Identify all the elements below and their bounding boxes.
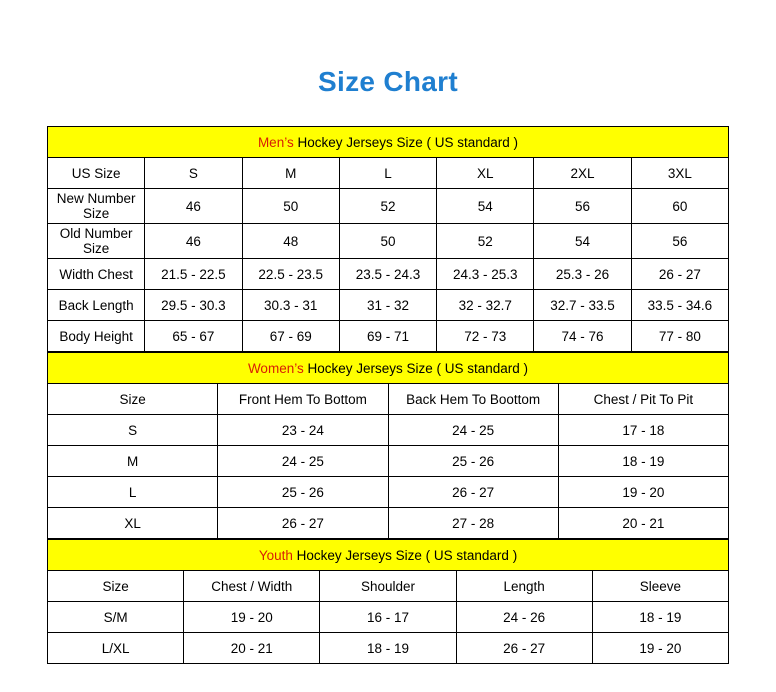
mens-cell: 48	[242, 224, 339, 259]
womens-banner-accent: Women’s	[247, 360, 304, 376]
womens-cell: 25 - 26	[218, 477, 388, 508]
womens-header-cell: Chest / Pit To Pit	[558, 384, 728, 415]
mens-cell: 60	[631, 189, 728, 224]
mens-cell: 69 - 71	[339, 321, 436, 352]
mens-cell: 54	[437, 189, 534, 224]
mens-cell: 32 - 32.7	[437, 290, 534, 321]
mens-cell: 23.5 - 24.3	[339, 259, 436, 290]
mens-cell: 22.5 - 23.5	[242, 259, 339, 290]
mens-banner-accent: Men’s	[257, 134, 294, 150]
mens-row-label: Width Chest	[48, 259, 145, 290]
womens-cell: 26 - 27	[388, 477, 558, 508]
table-row	[48, 508, 729, 539]
youth-header-cell: Shoulder	[320, 571, 456, 602]
mens-cell: 50	[339, 224, 436, 259]
womens-cell: 23 - 24	[218, 415, 388, 446]
womens-cell: 26 - 27	[218, 508, 388, 539]
mens-banner-rest: Hockey Jerseys Size ( US standard )	[293, 134, 519, 150]
womens-cell: 24 - 25	[218, 446, 388, 477]
table-row	[48, 189, 729, 224]
mens-header-cell: 3XL	[631, 158, 728, 189]
womens-cell: 17 - 18	[558, 415, 728, 446]
mens-cell: 24.3 - 25.3	[437, 259, 534, 290]
mens-row-label: New Number Size	[48, 189, 145, 224]
womens-header-cell: Front Hem To Bottom	[218, 384, 388, 415]
youth-size-table	[47, 539, 729, 664]
youth-cell: 19 - 20	[184, 602, 320, 633]
mens-size-table	[47, 126, 729, 352]
mens-header-row	[48, 158, 729, 189]
womens-banner-rest: Hockey Jerseys Size ( US standard )	[303, 360, 529, 376]
mens-section-banner	[48, 127, 729, 158]
mens-cell: 65 - 67	[145, 321, 242, 352]
mens-cell: 32.7 - 33.5	[534, 290, 631, 321]
mens-header-cell: L	[339, 158, 436, 189]
youth-cell: 26 - 27	[456, 633, 592, 664]
youth-cell: 24 - 26	[456, 602, 592, 633]
mens-cell: 46	[145, 189, 242, 224]
table-row	[48, 259, 729, 290]
youth-cell: 20 - 21	[184, 633, 320, 664]
youth-header-cell: Chest / Width	[184, 571, 320, 602]
table-row	[48, 321, 729, 352]
womens-row-label: L	[48, 477, 218, 508]
table-row	[48, 224, 729, 259]
mens-banner-cell	[48, 127, 729, 158]
table-row	[48, 602, 729, 633]
youth-section-banner	[48, 540, 729, 571]
mens-header-cell: 2XL	[534, 158, 631, 189]
mens-cell: 52	[339, 189, 436, 224]
mens-header-cell: XL	[437, 158, 534, 189]
womens-header-row	[48, 384, 729, 415]
youth-banner-rest: Hockey Jerseys Size ( US standard )	[292, 547, 518, 563]
mens-cell: 56	[631, 224, 728, 259]
mens-cell: 21.5 - 22.5	[145, 259, 242, 290]
youth-banner-cell	[48, 540, 729, 571]
mens-cell: 54	[534, 224, 631, 259]
mens-cell: 46	[145, 224, 242, 259]
mens-row-label: Old Number Size	[48, 224, 145, 259]
youth-cell: 18 - 19	[320, 633, 456, 664]
youth-header-row	[48, 571, 729, 602]
womens-row-label: M	[48, 446, 218, 477]
mens-cell: 52	[437, 224, 534, 259]
table-row	[48, 477, 729, 508]
mens-cell: 33.5 - 34.6	[631, 290, 728, 321]
table-row	[48, 446, 729, 477]
womens-banner-cell	[48, 353, 729, 384]
youth-cell: 19 - 20	[592, 633, 728, 664]
youth-header-cell: Length	[456, 571, 592, 602]
tables-container	[47, 96, 729, 664]
youth-cell: 18 - 19	[592, 602, 728, 633]
youth-row-label: S/M	[48, 602, 184, 633]
youth-cell: 16 - 17	[320, 602, 456, 633]
womens-cell: 27 - 28	[388, 508, 558, 539]
mens-cell: 56	[534, 189, 631, 224]
mens-cell: 67 - 69	[242, 321, 339, 352]
mens-header-cell: US Size	[48, 158, 145, 189]
mens-cell: 77 - 80	[631, 321, 728, 352]
mens-cell: 72 - 73	[437, 321, 534, 352]
womens-size-table	[47, 352, 729, 539]
mens-header-cell: S	[145, 158, 242, 189]
womens-cell: 18 - 19	[558, 446, 728, 477]
youth-header-cell: Size	[48, 571, 184, 602]
womens-row-label: S	[48, 415, 218, 446]
womens-cell: 24 - 25	[388, 415, 558, 446]
womens-header-cell: Size	[48, 384, 218, 415]
womens-cell: 19 - 20	[558, 477, 728, 508]
mens-cell: 26 - 27	[631, 259, 728, 290]
womens-header-cell: Back Hem To Boottom	[388, 384, 558, 415]
mens-cell: 29.5 - 30.3	[145, 290, 242, 321]
mens-header-cell: M	[242, 158, 339, 189]
youth-row-label: L/XL	[48, 633, 184, 664]
page-title: Size Chart	[318, 66, 458, 97]
mens-cell: 50	[242, 189, 339, 224]
youth-banner-accent: Youth	[258, 547, 293, 563]
youth-header-cell: Sleeve	[592, 571, 728, 602]
womens-row-label: XL	[48, 508, 218, 539]
mens-cell: 30.3 - 31	[242, 290, 339, 321]
womens-cell: 20 - 21	[558, 508, 728, 539]
womens-cell: 25 - 26	[388, 446, 558, 477]
table-row	[48, 415, 729, 446]
mens-cell: 25.3 - 26	[534, 259, 631, 290]
table-row	[48, 633, 729, 664]
mens-cell: 31 - 32	[339, 290, 436, 321]
table-row	[48, 290, 729, 321]
mens-cell: 74 - 76	[534, 321, 631, 352]
womens-section-banner	[48, 353, 729, 384]
mens-row-label: Body Height	[48, 321, 145, 352]
mens-row-label: Back Length	[48, 290, 145, 321]
